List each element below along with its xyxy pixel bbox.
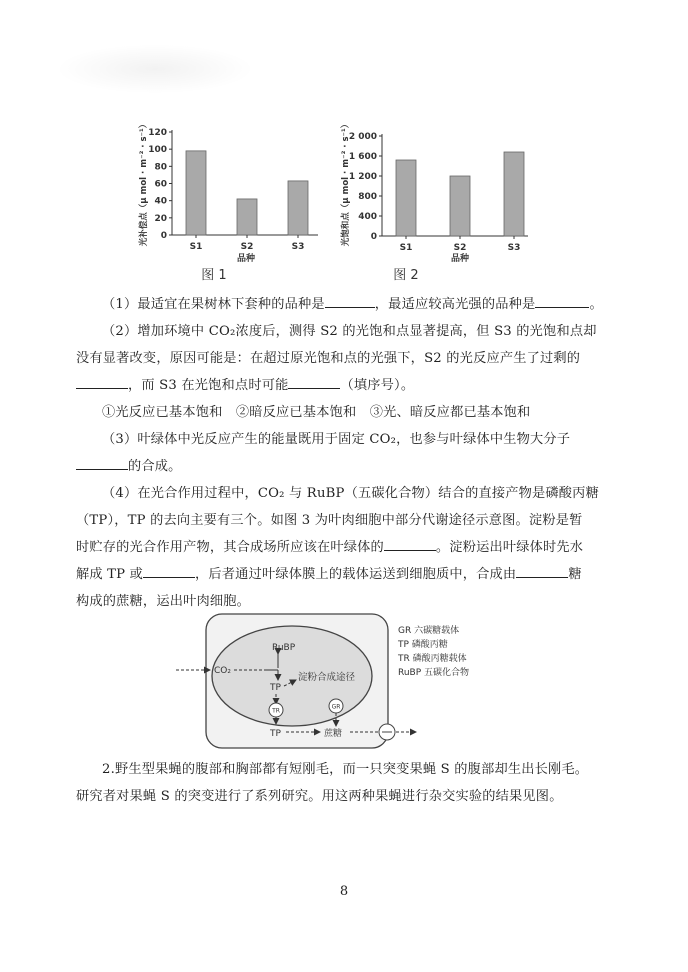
fig1-tick-label: 80 <box>154 162 167 173</box>
rubp-label: RuBP <box>272 643 296 653</box>
legend-rubp: RuBP 五碳化合物 <box>398 668 470 678</box>
scan-smudge <box>55 44 255 94</box>
fig2-tick-label: 800 <box>358 192 377 202</box>
qnext-line-2: 研究者对果蝇 S 的突变进行了系列研究。用这两种果蝇进行杂交实验的结果见图。 <box>76 789 563 804</box>
fig2-categories <box>400 236 521 253</box>
fig1-caption: 图 1 <box>201 268 227 283</box>
fig1-tick-label: 120 <box>148 128 167 138</box>
page-number: 8 <box>339 884 349 899</box>
fig1-bar-s3 <box>288 181 308 235</box>
fig1-tick-label: 20 <box>154 213 167 224</box>
tr-label: TR <box>272 707 280 715</box>
fig2-tick-label: 0 <box>370 232 377 242</box>
fig1-tick-label: 40 <box>154 196 167 207</box>
q3-blank <box>76 455 128 470</box>
legend-tp: TP 磷酸丙糖 <box>398 640 448 650</box>
q2-blank-2 <box>288 374 340 389</box>
q2-line-3b: （填序号）。 <box>340 378 415 393</box>
fig1-tick-label: 0 <box>160 231 167 241</box>
fig2-cat-label: S2 <box>453 243 467 253</box>
q4-line-1: （4）在光合作用过程中，CO₂ 与 RuBP（五碳化合物）结合的直接产物是磷酸丙糖 <box>102 486 599 501</box>
sucrose-label: 蔗糖 <box>324 729 343 739</box>
fig1-cat-label: S1 <box>189 242 203 252</box>
legend-tr: TR 磷酸丙糖载体 <box>398 654 467 664</box>
tp-out-label: TP <box>270 729 281 739</box>
q4-line-5: 构成的蔗糖，运出叶肉细胞。 <box>76 594 251 609</box>
question-3 <box>76 426 620 480</box>
q1-blank-1 <box>325 293 375 308</box>
q4-line-2: （TP），TP 的去向主要有三个。如图 3 为叶肉细胞中部分代谢途径示意图。淀粉是暂 <box>76 513 583 528</box>
q4-line-4a: 解成 TP 或 <box>76 567 144 582</box>
figure-2-chart <box>330 108 550 288</box>
starch-pathway-label: 淀粉合成途径 <box>298 672 356 683</box>
gr-label: GR <box>331 703 341 711</box>
fig1-bars <box>186 151 308 235</box>
q4-line-4b: ，后者通过叶绿体膜上的载体运送到细胞质中，合成由 <box>195 567 517 582</box>
q4-blank-3 <box>516 563 568 578</box>
q3-line-1: （3）叶绿体中光反应产生的能量既用于固定 CO₂，也参与叶绿体中生物大分子 <box>102 432 571 447</box>
q2-line-1: （2）增加环境中 CO₂浓度后，测得 S2 的光饱和点显著提高，但 S3 的光饱和点却 <box>102 324 597 339</box>
fig1-tick-label: 60 <box>154 179 167 190</box>
q1-text-a: （1）最适宜在果树林下套种的品种是 <box>102 297 325 312</box>
legend-gr: GR 六碳糖载体 <box>398 626 460 636</box>
question-next <box>76 756 620 810</box>
fig1-xlabel: 品种 <box>236 254 256 264</box>
q4-line-3a: 时贮存的光合作用产物，其合成场所应该在叶绿体的 <box>76 540 384 555</box>
fig3-legend <box>397 624 469 678</box>
q1-text-c: 。 <box>589 297 603 312</box>
question-1 <box>76 291 620 318</box>
fig1-bar-s2 <box>237 199 257 235</box>
tp-in-label: TP <box>270 683 281 693</box>
figure-3-diagram <box>170 612 520 752</box>
fig2-caption: 图 2 <box>393 268 419 283</box>
fig2-ylabel: 光饱和点（μ mol · m⁻² · s⁻¹） <box>341 119 351 247</box>
question-4 <box>76 480 620 615</box>
q4-blank-1 <box>384 536 436 551</box>
q2-blank-1 <box>76 374 128 389</box>
question-2 <box>76 318 620 426</box>
fig2-tick-label: 1 200 <box>348 172 377 182</box>
co2-label: CO₂ <box>214 666 231 676</box>
fig1-ylabel: 光补偿点（μ mol · m⁻² · s⁻¹） <box>139 119 149 247</box>
fig1-ticks <box>148 128 172 241</box>
fig1-tick-label: 100 <box>148 145 167 156</box>
fig2-tick-label: 2 000 <box>348 132 377 142</box>
q4-line-3b: 。淀粉运出叶绿体时先水 <box>435 540 584 555</box>
q2-line-3a: ，而 S3 在光饱和点时可能 <box>128 378 289 393</box>
fig2-bar-s3 <box>504 152 524 236</box>
fig2-tick-label: 1 600 <box>348 152 377 162</box>
qnext-line-1: 2.野生型果蝇的腹部和胸部都有短刚毛，而一只突变果蝇 S 的腹部却生出长刚毛。 <box>102 762 589 777</box>
fig2-cat-label: S3 <box>507 243 521 253</box>
fig2-bar-s1 <box>396 160 416 236</box>
figure-1-chart <box>120 108 330 288</box>
fig1-bar-s1 <box>186 151 206 235</box>
fig1-cat-label: S3 <box>291 242 305 252</box>
fig1-categories <box>190 235 305 252</box>
q4-line-4c: 糖 <box>568 567 582 582</box>
q2-line-2: 没有显著改变，原因可能是：在超过原光饱和点的光强下，S2 的光反应产生了过剩的 <box>76 351 581 366</box>
fig2-tick-label: 400 <box>358 212 377 222</box>
fig2-bars <box>396 152 524 236</box>
q1-text-b: ，最适应较高光强的品种是 <box>374 297 536 312</box>
fig2-bar-s2 <box>450 176 470 236</box>
fig2-cat-label: S1 <box>399 243 413 253</box>
q1-blank-2 <box>535 293 589 308</box>
q3-line-2: 的合成。 <box>128 459 182 474</box>
q4-blank-2 <box>143 563 195 578</box>
fig2-ticks <box>349 132 382 242</box>
fig2-xlabel: 品种 <box>450 254 470 264</box>
fig1-cat-label: S2 <box>240 242 254 252</box>
q2-options: ①光反应已基本饱和 ②暗反应已基本饱和 ③光、暗反应都已基本饱和 <box>102 405 531 420</box>
